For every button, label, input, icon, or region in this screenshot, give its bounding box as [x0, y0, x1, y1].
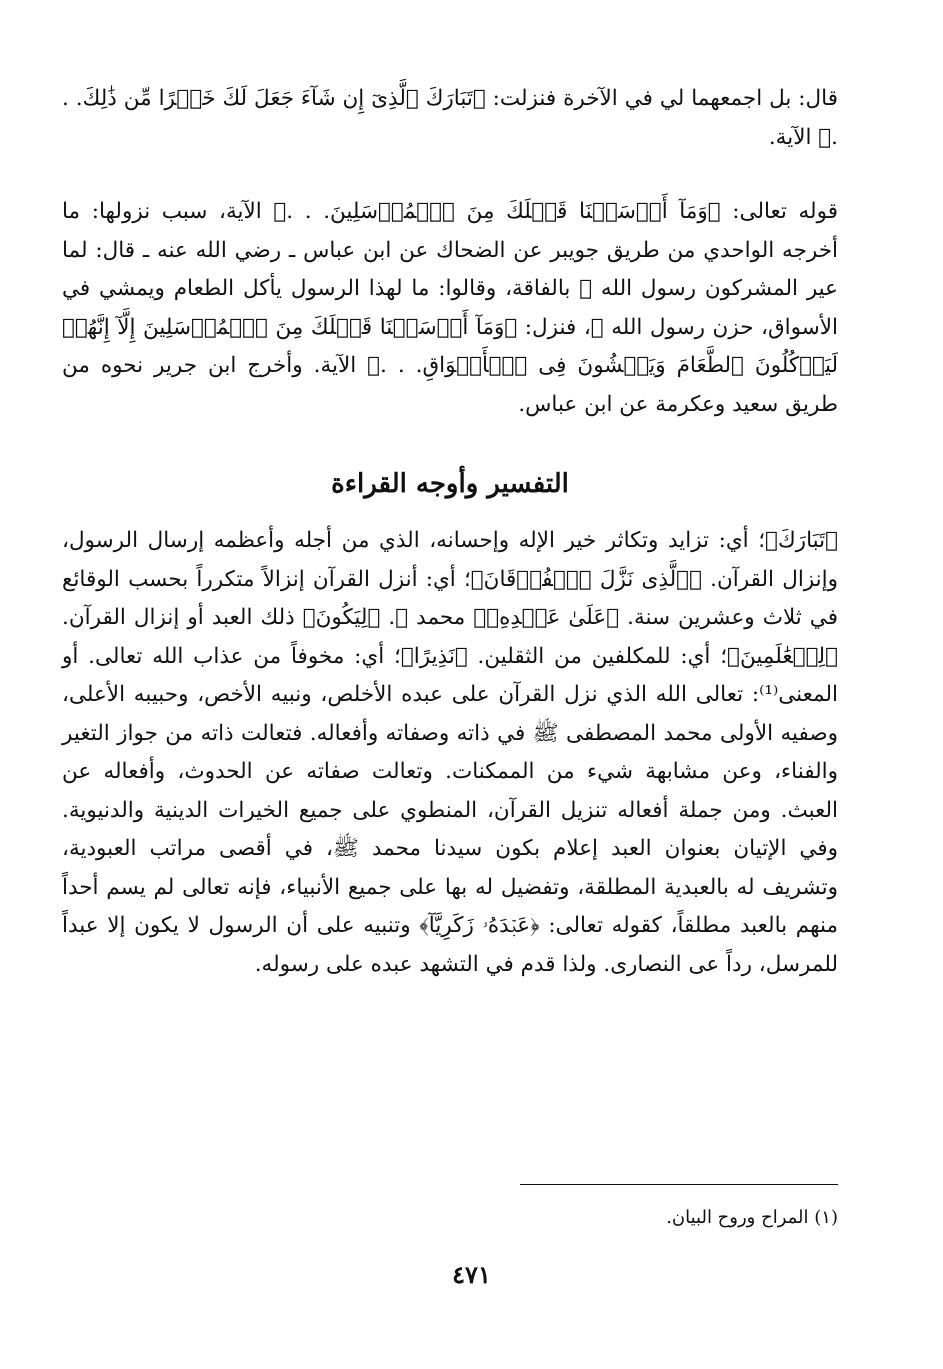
page-number: ٤٧١ — [452, 1260, 491, 1289]
page-content — [62, 80, 838, 984]
paragraph-revelation-cause: قوله تعالى: ﴿وَمَآ أَرۡسَلۡنَا قَبۡلَكَ مِنَ ٱلۡمُرۡسَلِينَ. . .﴾ الآية، سبب نزولها: ما أخرجه الواحدي من طريق جويبر عن الضحاك عن ابن عباس ـ رضي الله عنه ـ قال: لما عير المشركون رسول الله ﷺ بالفاقة، وقالوا: ما لهذا الرسول يأكل الطعام ويمشي في الأسواق، حزن رسول الله ﷺ، فنزل: ﴿وَمَآ أَرۡسَلۡنَا قَبۡلَكَ مِنَ ٱلۡمُرۡسَلِينَ إِلَّآ إِنَّهُمۡ لَيَأۡكُلُونَ ٱلطَّعَامَ وَيَمۡشُونَ فِى ٱلۡأَسۡوَاقِ. . .﴾ الآية. وأخرج ابن جرير نحوه من طريق سعيد وعكرمة عن ابن عباس. — [62, 199, 838, 417]
paragraph-tafsir: ﴿تَبَارَكَ﴾؛ أي: تزايد وتكاثر خير الإله وإحسانه، الذي من أجله وأعظمه إرسال الرسول، وإنزال القرآن. ﴿ٱلَّذِى نَزَّلَ ٱلۡفُرۡقَانَ﴾؛ أي: أنزل القرآن إنزالاً متكرراً بحسب الوقائع في ثلاث وعشرين سنة. ﴿عَلَىٰ عَبۡدِهِۦ﴾ محمد ﷺ. ﴿لِيَكُونَ﴾ ذلك العبد أو إنزال القرآن. ﴿لِلۡعَٰلَمِينَ﴾؛ أي: للمكلفين من الثقلين. ﴿نَذِيرًا﴾؛ أي: مخوفاً من عذاب الله تعالى. أو المعنى⁽¹⁾: تعالى الله الذي نزل القرآن على عبده الأخلص، ونبيه الأخص، وحبيبه الأعلى، وصفيه الأولى محمد المصطفى ﷺ في ذاته وصفاته وأفعاله. فتعالت ذاته من جواز التغير والفناء، وعن مشابهة شيء من الممكنات. وتعالت صفاته عن الحدوث، وأفعاله عن العبث. ومن جملة أفعاله تنزيل القرآن، المنطوي على جميع الخيرات الدينية والدنيوية. وفي الإتيان بعنوان العبد إعلام بكون سيدنا محمد ﷺ، في أقصى مراتب العبودية، وتشريف له بالعبدية المطلقة، وتفضيل له بها على جميع الأنبياء، فإنه تعالى لم يسم أحداً منهم بالعبد مطلقاً، كقوله تعالى: ﴿عَبۡدَهُۥ زَكَرِيَّآ﴾ وتنبيه على أن الرسول لا يكون إلا عبداً للمرسل، رداً عى النصارى. ولذا قدم في التشهد عبده على رسوله. — [62, 528, 838, 977]
section-heading: التفسير وأوجه القراءة — [331, 469, 569, 499]
footnote-divider — [520, 1184, 838, 1185]
paragraph-intro: قال: بل اجمعهما لي في الآخرة فنزلت: ﴿تَبَارَكَ ٱلَّذِىٓ إِن شَآءَ جَعَلَ لَكَ خَيۡرًا مِّن ذَٰلِكَ. . .﴾ الآية. — [62, 86, 838, 150]
footnote: (١) المراح وروح البيان. — [666, 1207, 838, 1228]
